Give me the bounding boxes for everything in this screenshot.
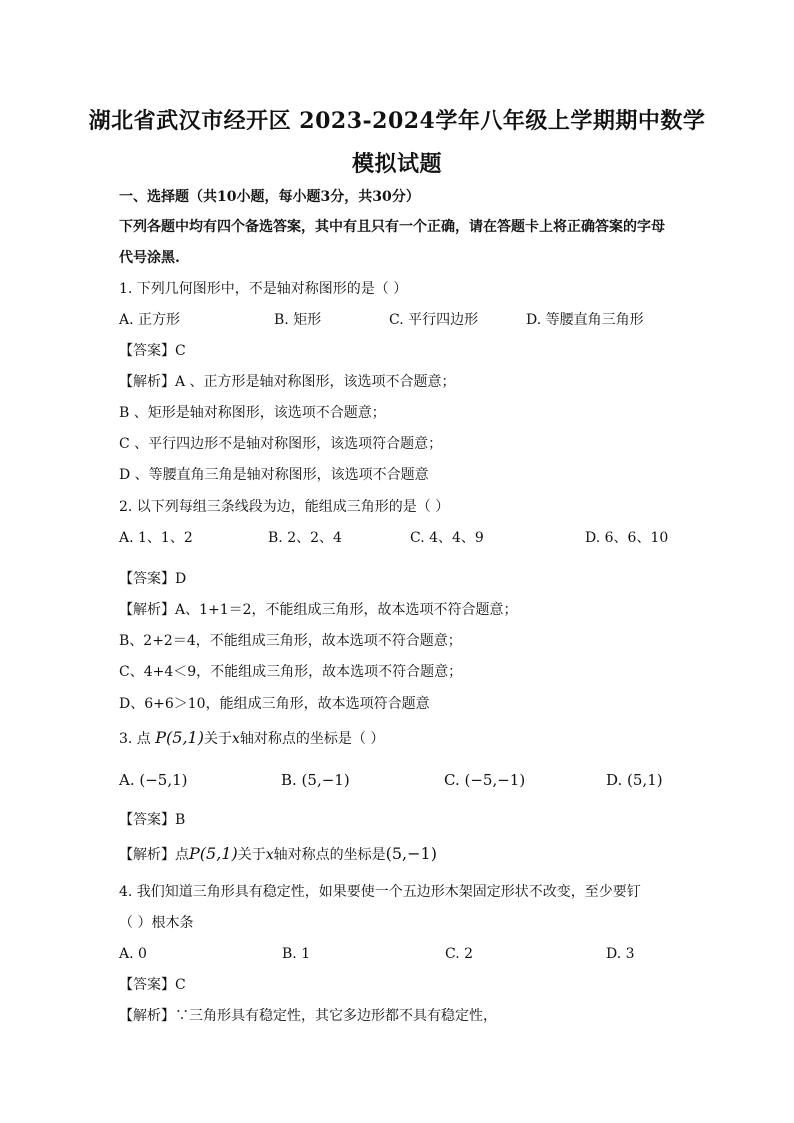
question-2-analysis-line-1: 【解析】A、1+1＝2，不能组成三角形，故本选项不符合题意；: [119, 602, 518, 618]
question-4-option-c: C. 2: [445, 946, 474, 962]
question-3-analysis: [119, 845, 734, 864]
question-1-option-a: A. 正方形: [119, 312, 181, 328]
question-1-analysis-line-3: C 、平行四边形不是轴对称图形，该选项符合题意；: [119, 436, 443, 452]
question-1-analysis-line-4: D 、等腰直角三角是轴对称图形，该选项不合题意: [119, 467, 429, 483]
question-3-answer: 【答案】B: [119, 812, 186, 828]
question-2-stem: 2. 以下列每组三条线段为边，能组成三角形的是（ ）: [119, 499, 450, 515]
question-1-option-c: C. 平行四边形: [389, 312, 479, 328]
question-2-analysis-line-3: C、4+4＜9，不能组成三角形，故本选项不符合题意；: [119, 664, 463, 680]
question-1-analysis-line-1: 【解析】A 、正方形是轴对称图形，该选项不合题意；: [119, 374, 456, 390]
document-title-line-1: 湖北省武汉市经开区 2023-2024学年八年级上学期期中数学: [88, 108, 706, 134]
question-4-option-d: D. 3: [606, 946, 635, 962]
question-3-option-a: A. (−5,1): [119, 771, 188, 789]
question-2-option-a: A. 1、1、2: [119, 530, 193, 546]
section-heading: 一、选择题（共10小题，每小题3分，共30分）: [119, 189, 420, 205]
question-3-options: [119, 771, 679, 789]
question-3-stem-suffix: 轴对称点的坐标是（ ）: [239, 731, 385, 747]
question-3-stem: [119, 729, 734, 748]
question-1-option-b: B. 矩形: [274, 312, 322, 328]
question-3-analysis-point: P(5,1): [189, 844, 238, 863]
question-3-analysis-axis: x: [265, 847, 274, 863]
question-3-option-c: C. (−5,−1): [444, 771, 526, 789]
question-2-analysis-line-2: B、2+2＝4，不能组成三角形，故本选项不符合题意；: [119, 633, 462, 649]
question-1-option-d: D. 等腰直角三角形: [526, 312, 644, 328]
question-1-stem: 1. 下列几何图形中，不是轴对称图形的是（ ）: [119, 281, 408, 297]
question-4-answer: 【答案】C: [119, 977, 186, 993]
question-2-option-b: B. 2、2、4: [268, 530, 342, 546]
question-3-analysis-result: (5,−1): [385, 844, 437, 863]
question-3-option-b: B. (5,−1): [281, 771, 350, 789]
question-1-analysis-line-2: B 、矩形是轴对称图形，该选项不合题意；: [119, 405, 386, 421]
question-2-option-c: C. 4、4、9: [410, 530, 484, 546]
question-3-analysis-suffix: 轴对称点的坐标是: [273, 847, 386, 863]
question-1-answer: 【答案】C: [119, 343, 186, 359]
question-4-stem-line-2: （ ）根木条: [119, 915, 194, 931]
question-4-option-a: A. 0: [119, 946, 147, 962]
question-3-axis: x: [231, 731, 240, 747]
question-3-stem-prefix: 3. 点: [119, 731, 151, 747]
question-3-option-d: D. (5,1): [606, 771, 663, 789]
section-instruction-line-1: 下列各题中均有四个备选答案，其中有且只有一个正确，请在答题卡上将正确答案的字母: [119, 219, 665, 235]
question-2-options: [119, 529, 679, 547]
question-3-stem-mid: 关于: [203, 731, 232, 747]
question-4-option-b: B. 1: [282, 946, 311, 962]
question-3-analysis-prefix: 【解析】点: [119, 847, 189, 863]
question-1-options: [119, 311, 679, 329]
question-3-analysis-mid: 关于: [237, 847, 266, 863]
document-title-line-2: 模拟试题: [351, 151, 442, 177]
question-4-options: [119, 945, 679, 963]
question-4-analysis-line-1: 【解析】∵三角形具有稳定性，其它多边形都不具有稳定性，: [119, 1008, 497, 1024]
question-2-answer: 【答案】D: [119, 571, 187, 587]
question-2-analysis-line-4: D、6+6＞10，能组成三角形，故本选项符合题意: [119, 696, 430, 712]
question-4-stem-line-1: 4. 我们知道三角形具有稳定性，如果要使一个五边形木架固定形状不改变，至少要钉: [119, 884, 641, 900]
question-3-point: P(5,1): [155, 728, 204, 747]
question-2-option-d: D. 6、6、10: [585, 530, 669, 546]
section-instruction-line-2: 代号涂黑.: [119, 250, 180, 266]
